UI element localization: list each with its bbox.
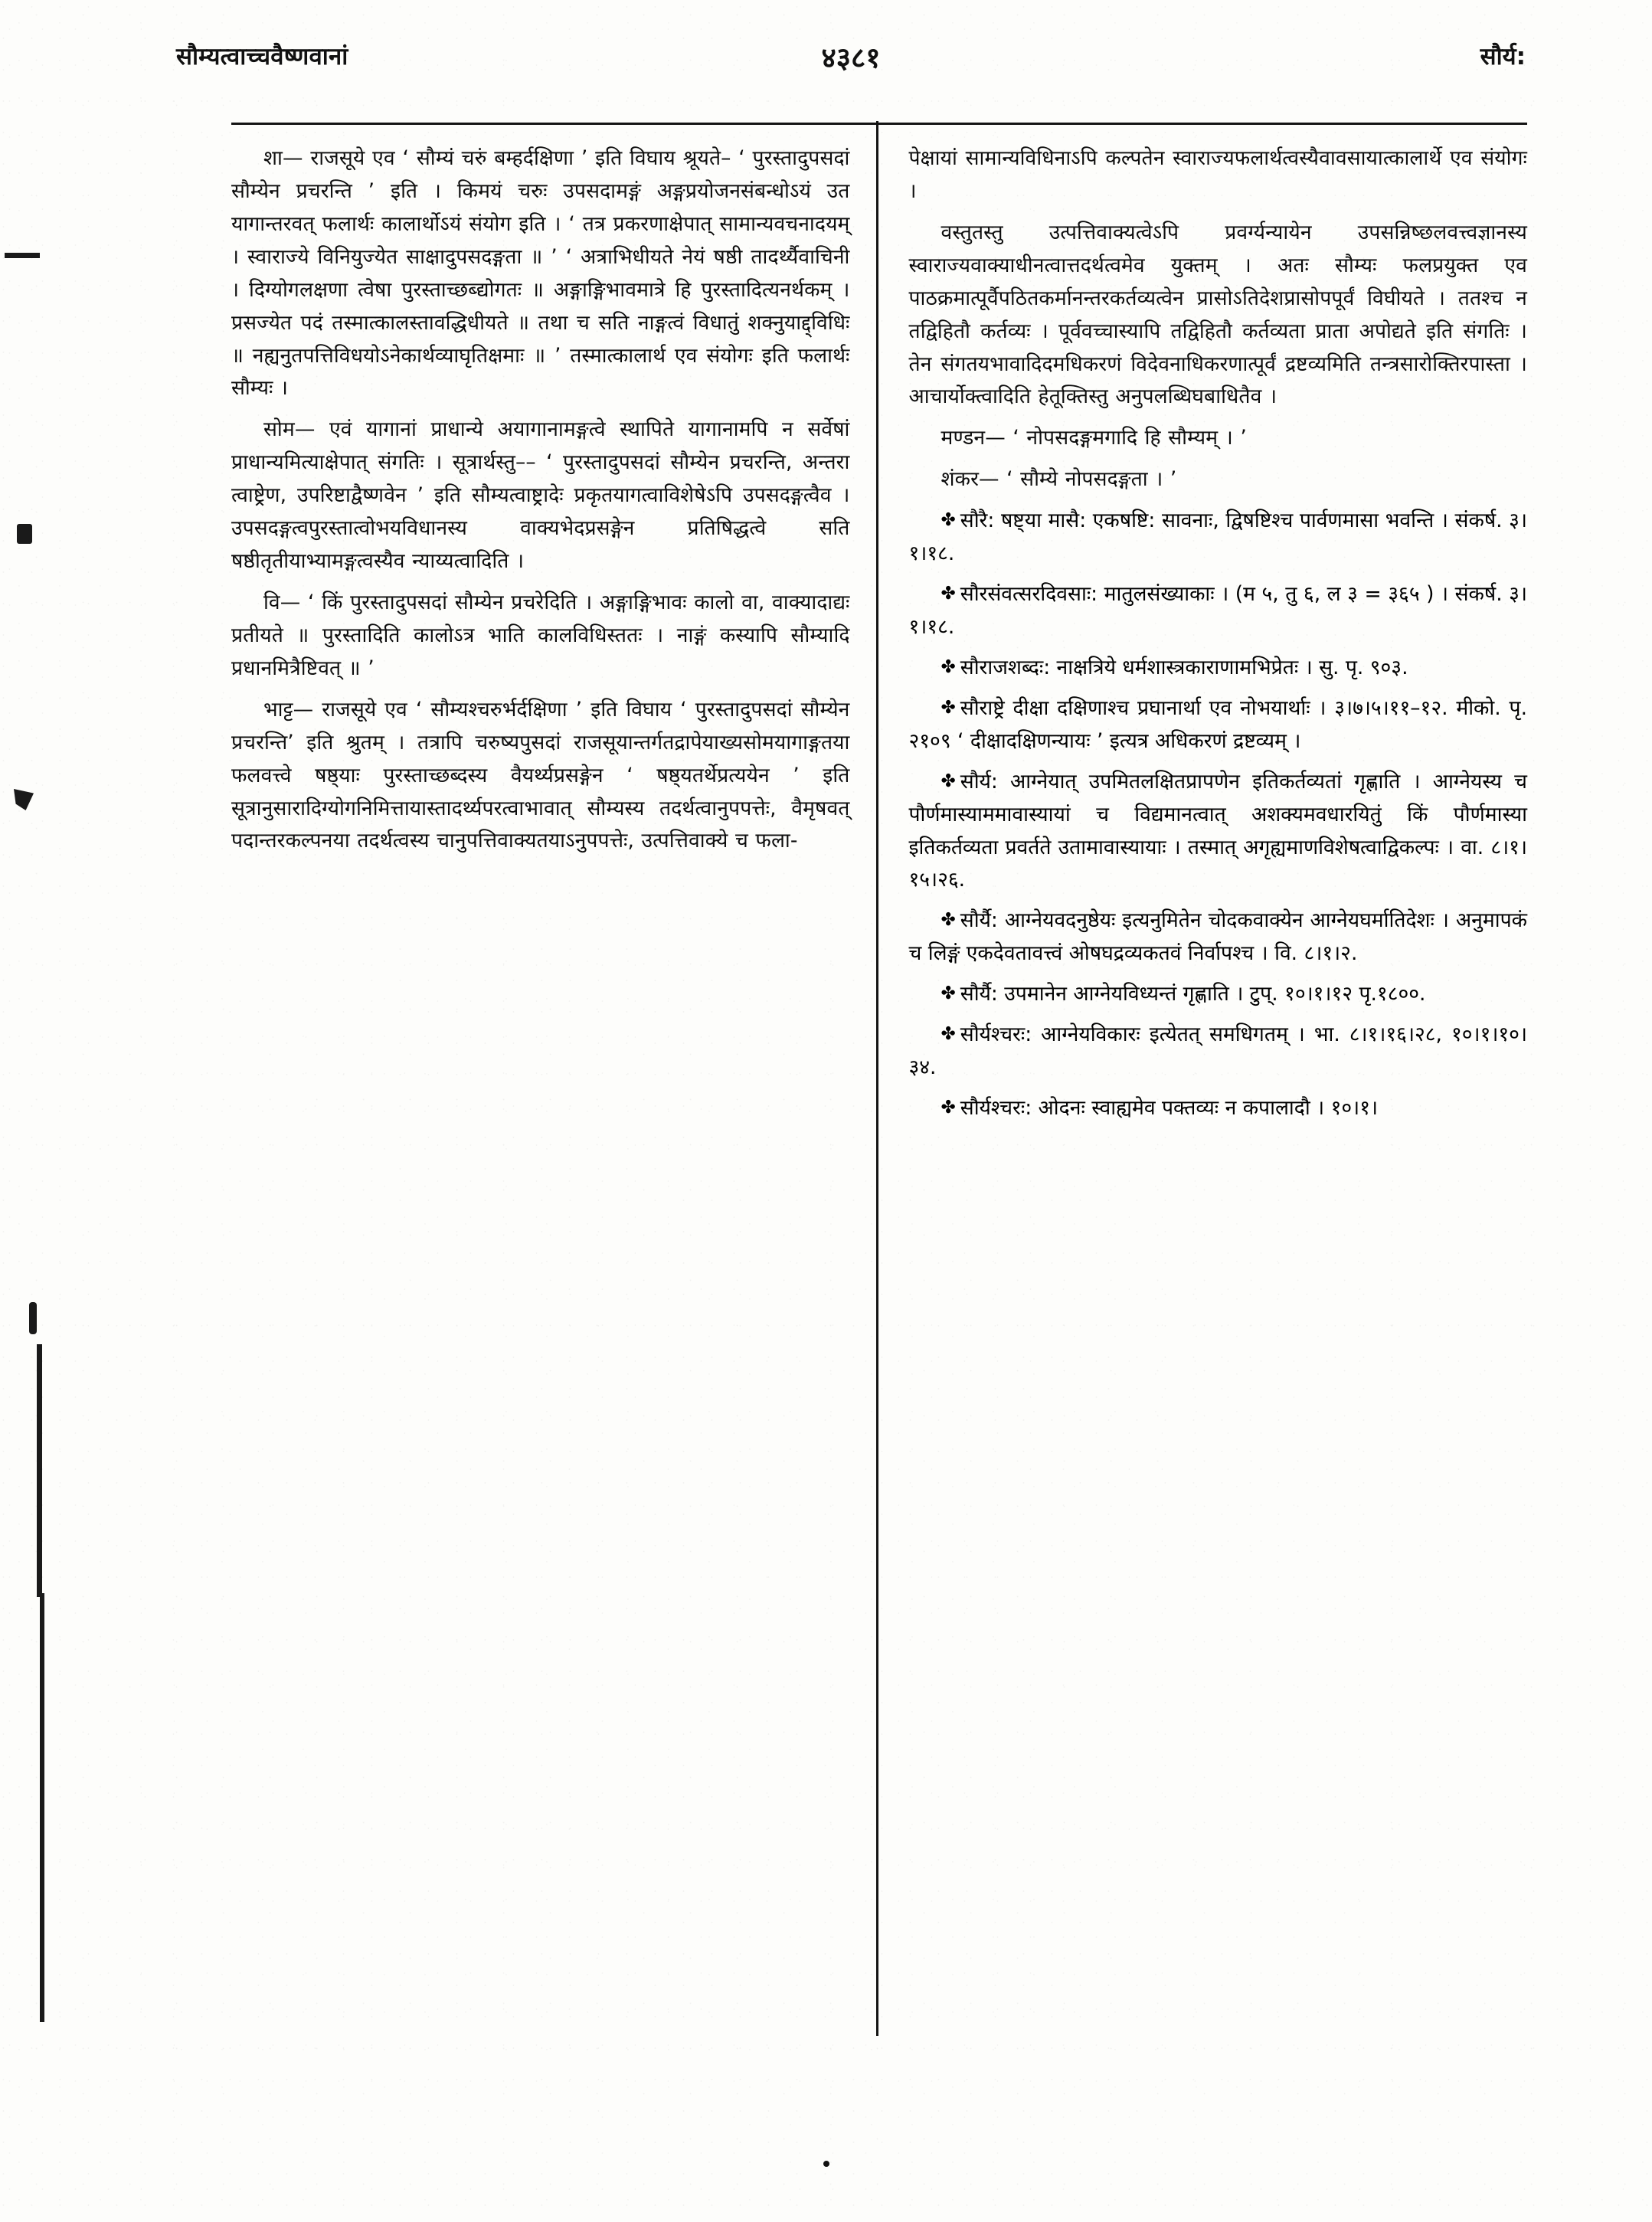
paragraph: वस्तुतस्तु उत्पत्तिवाक्यत्वेऽपि प्रवर्ग्यन्यायेन उपसन्निष्छलवत्त्वज्ञानस्य स्वाराज्यवाक्याधीनत्वात्तदर्थत्वमेव युक्तम् । अतः सौम्यः फलप्रयुक्त एव पाठक्रमात्पूर्वैपठितकर्मानन्तरकर्तव्यत्वेन प्रासोऽतिदेशप्रासोपपूर्वं विघीयते । ततश्च न तद्विहितौ कर्तव्यः । पूर्ववच्चास्यापि तद्विहितौ कर्तव्यता प्राता अपोद्यते इति संगतिः । तेन संगतयभावादिदमधिकरणं विदेवनाधिकरणात्पूर्वं द्रष्टव्यमिति तन्त्रसारोक्तिरपास्ता । आचार्योक्त्वादिति हेतूक्तिस्तु अनुपलब्धिघबाधितैव ।: [908, 220, 1527, 409]
entry-item: [909, 978, 1528, 1011]
left-text-column: [231, 132, 876, 2122]
entry-text: सौरै: षष्ट्या मासै: एकषष्टि: सावनाः, द्विषष्टिश्च पार्वणमासा भवन्ति । संकर्ष. ३।१।१८.: [908, 509, 1527, 566]
right-text-column: [878, 132, 1528, 2122]
edge-mark: [37, 1344, 42, 1597]
entry-item: [909, 692, 1528, 758]
page-number: ४३८१: [821, 41, 881, 74]
entry-item: [909, 1092, 1528, 1125]
entry-text: सौराष्ट्रे दीक्षा दक्षिणाश्च प्रघानार्था एव नोभयार्थाः । ३।७।५।११–१२. मीको. पृ. २१०९ ‘ दीक्षादक्षिणन्यायः ’ इत्यत्र अधिकरणं द्रष्टव्यम् ।: [908, 695, 1527, 753]
entry-item: [909, 652, 1528, 685]
page-header: [176, 40, 1526, 86]
flower-bullet-icon: ✤: [940, 584, 956, 604]
entry-text: सौराजशब्दः: नाक्षत्रिये धर्मशास्त्रकाराणामभिप्रेतः । सु. पृ. ९०३.: [960, 655, 1408, 679]
entry-item: [909, 905, 1528, 970]
flower-bullet-icon: ✤: [940, 983, 956, 1004]
flower-bullet-icon: ✤: [940, 1024, 956, 1045]
entry-text: सौर्यश्चरः: ओदनः स्वाह्यमेव पक्तव्यः न कपालादौ । १०।१।: [960, 1095, 1379, 1120]
paragraph: भाट्ट— राजसूये एव ‘ सौम्यश्चरुर्भर्दक्षिणा ’ इति विघाय ‘ पुरस्तादुपसदां सौम्येन प्रचरन्ति’ इति श्रुतम् । तत्रापि चरुष्यपुसदां राजसूयान्तर्गतद्रापेयाख्यसोमयागाङ्गतया फलवत्त्वे षष्ठ्याः पुरस्ताच्छब्दस्य वैयर्थ्यप्रसङ्गेन ‘ षष्ठ्यतर्थेप्रत्ययेन ’ इति सूत्रानुसारादिग्योगनिमित्तायास्तादर्थ्यपरत्वाभावात् सौम्यस्य तदर्थत्वानुपपत्तेः, वैमृषवत् पदान्तरकल्पनया तदर्थत्वस्य चानुपत्तिवाक्यतयाऽनुपपत्तेः, उत्पत्तिवाक्ये च फला-: [231, 697, 850, 853]
entry-item: [909, 1019, 1528, 1085]
entry-text: सौरसंवत्सरदिवसाः: मातुलसंख्याकाः । (म ५, तु ६, ल ३ = ३६५ ) । संकर्ष. ३।१।१८.: [908, 582, 1527, 639]
edge-mark: [14, 789, 34, 810]
entry-text: सौर्यश्चरः: आग्नेयविकारः इत्येतत् समधिगतम् । भा. ८।१।१६।२८, १०।१।१०।३४.: [908, 1023, 1527, 1080]
header-right-catchword: सौर्य:: [1480, 43, 1526, 70]
paragraph: वि— ‘ किं पुरस्तादुपसदां सौम्येन प्रचरेदिति । अङ्गाङ्गिभावः कालो वा, वाक्यादाद्यः प्रतीयते ॥ पुरस्तादिति कालोऽत्र भाति कालविधिस्ततः । नाङ्गं कस्यापि सौम्यादि प्रधानमित्रैष्टिवत् ॥ ’: [231, 590, 850, 680]
entry-text: सौर्यै: आग्नेयवदनुष्ठेयः इत्यनुमितेन चोदकवाक्येन आग्नेयघर्मातिदेशः । अनुमापकं च लिङ्गं एकदेवतावत्त्वं ओषघद्रव्यकतवं निर्वापश्च । वि. ८।१।२.: [908, 908, 1527, 966]
entry-item: [909, 766, 1528, 898]
scan-edge-artifacts: [0, 0, 92, 2222]
edge-mark: [5, 253, 40, 258]
edge-mark: [17, 524, 32, 544]
paragraph: शा— राजसूये एव ‘ सौम्यं चरुं बम्हर्दक्षिणा ’ इति विघाय श्रूयते– ‘ पुरस्तादुपसदां सौम्येन प्रचरन्ति ’ इति । किमयं चरुः उपसदामङ्गं अङ्गप्रयोजनसंबन्धोऽयं उत यागान्तरवत् फलार्थः कालार्थोऽयं संयोग इति । ‘ तत्र प्रकरणाक्षेपात् सामान्यवचनादयम् । स्वाराज्ये विनियुज्येत साक्षादुपसदङ्गता ॥ ’ ‘ अत्राभिधीयते नेयं षष्ठी तादर्थ्यैवाचिनी । दिग्योगलक्षणा त्वेषा पुरस्ताच्छब्द्योगतः ॥ अङ्गाङ्गिभावमात्रे हि पुरस्तादित्यनर्थकम् । प्रसज्येत पदं तस्मात्कालस्तावद्धिधीयते ॥ तथा च सति नाङ्गत्वं विधातुं शक्नुयाद्द्विधिः ॥ नह्यनुतपत्तिविधयोऽनेकार्थव्याघृतिक्षमाः ॥ ’ तस्मात्कालार्थ एव संयोगः इति फलार्थः सौम्यः ।: [231, 146, 850, 401]
flower-bullet-icon: ✤: [940, 656, 956, 677]
edge-mark: [40, 1593, 44, 2022]
entry-text: सौर्य: आग्नेयात् उपमितलक्षितप्रापणेन इतिकर्तव्यतां गृह्णाति । आग्नेयस्य च पौर्णमास्याममावास्यायां च विद्यमानत्वात् अशक्यमवधारयितुं किं पौर्णमास्या इतिकर्तव्यता प्रवर्तते उतामावास्यायाः । तस्मात् अगृह्यमाणविशेषत्वाद्विकल्पः । वा. ८।१।१५।२६.: [908, 769, 1527, 892]
entry-item: [909, 505, 1528, 571]
flower-bullet-icon: ✤: [940, 771, 956, 791]
paragraph: मण्डन— ‘ नोपसदङ्गमगादि हि सौम्यम् । ’: [940, 426, 1247, 450]
flower-bullet-icon: ✤: [940, 910, 956, 931]
footer-centering-dot: [823, 2161, 829, 2167]
entry-item: [909, 578, 1528, 644]
paragraph: सोम— एवं यागानां प्राधान्ये अयागानामङ्गत्वे स्थापिते यागानामपि न सर्वेषां प्राधान्यमित्याक्षेपात् संगतिः । सूत्रार्थस्तु–– ‘ पुरस्तादुपसदां सौम्येन प्रचरन्ति, अन्तरा त्वाष्ट्रेण, उपरिष्टाद्वैष्णवेन ’ इति सौम्यत्वाष्ट्रादेः प्रकृतयागत्वाविशेषेऽपि उपसदङ्गत्वैव । उपसदङ्गत्वपुरस्तात्वोभयविधानस्य वाक्यभेदप्रसङ्गेन प्रतिषिद्धत्वे सति षष्ठीतृतीयाभ्यामङ्गत्वस्यैव न्याय्यत्वादिति ।: [231, 417, 850, 574]
edge-mark: [29, 1302, 37, 1334]
paragraph: शंकर— ‘ सौम्ये नोपसदङ्गता । ’: [940, 467, 1177, 492]
paragraph: पेक्षायां सामान्यविधिनाऽपि कल्पतेन स्वाराज्यफलार्थत्वस्यैवावसायात्कालार्थे एव संयोगः ।: [908, 146, 1527, 203]
entry-text: सौर्यै: उपमानेन आग्नेयविध्यन्तं गृह्णाति । टुप्. १०।१।१२ पृ.१८००.: [960, 982, 1426, 1006]
two-column-body: [231, 132, 1527, 2122]
header-left-catchword: सौम्यत्वाच्चवैष्णवानां: [176, 43, 348, 70]
header-divider-rule: [231, 123, 1527, 125]
flower-bullet-icon: ✤: [940, 510, 956, 531]
flower-bullet-icon: ✤: [940, 1097, 956, 1118]
flower-bullet-icon: ✤: [940, 697, 956, 718]
